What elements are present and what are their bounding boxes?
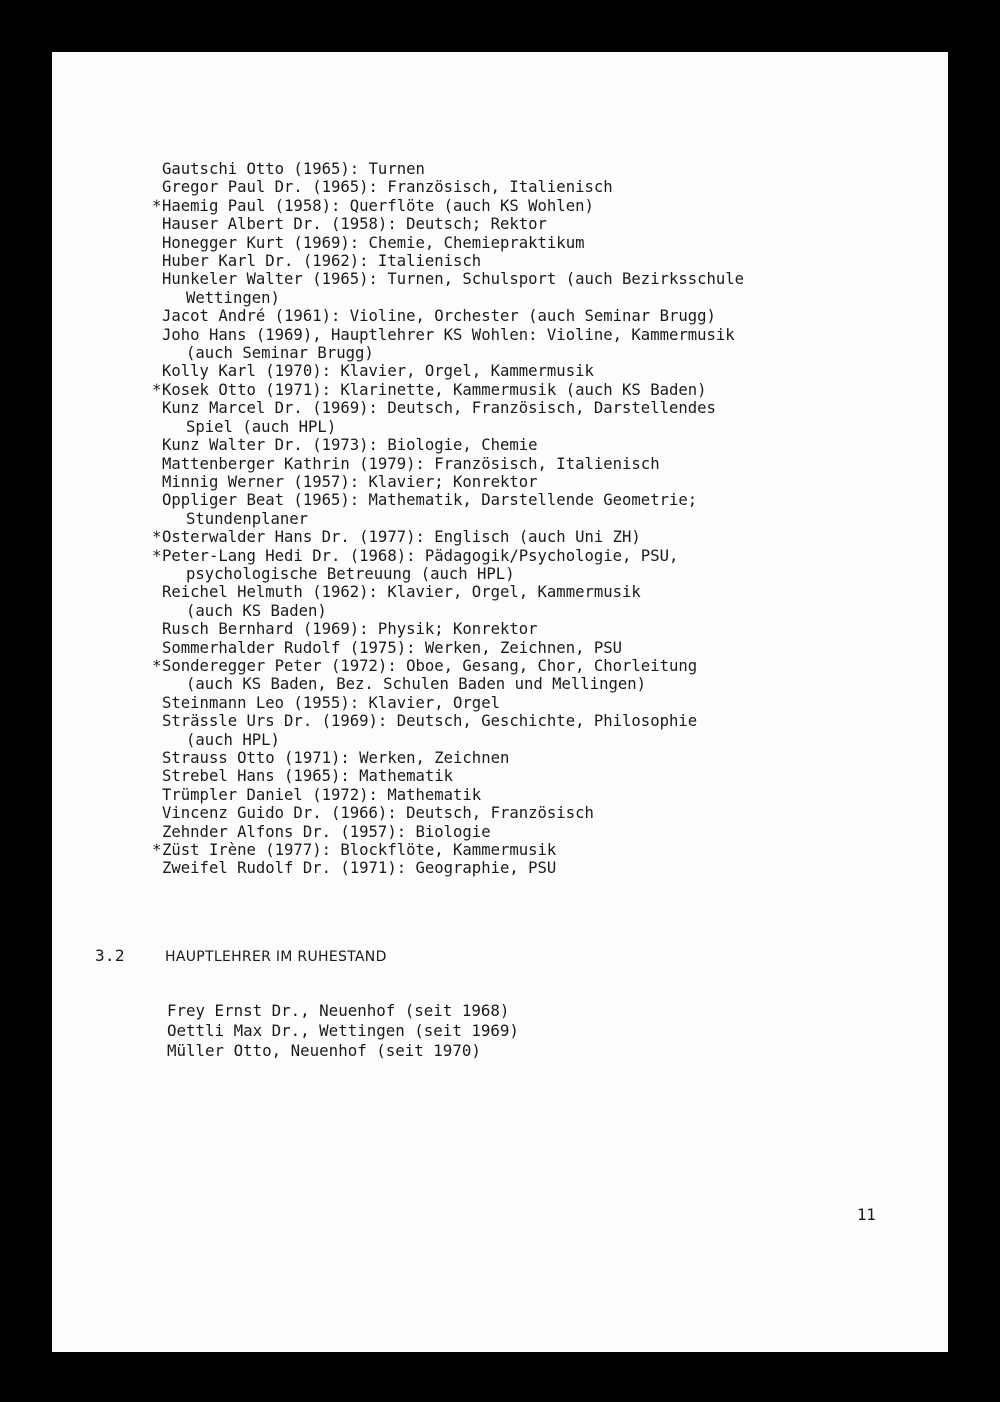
teacher-entry-text: Gautschi Otto (1965): Turnen — [162, 160, 425, 178]
teacher-entry — [162, 823, 744, 841]
teacher-entry-continuation: (auch HPL) — [186, 730, 280, 749]
teacher-entry-text: Minnig Werner (1957): Klavier; Konrektor — [162, 472, 538, 491]
teacher-entry — [162, 473, 744, 491]
teacher-entry-continuation: Spiel (auch HPL) — [186, 417, 337, 436]
retired-teacher-entry: Oettli Max Dr., Wettingen (seit 1969) — [167, 1021, 519, 1040]
teacher-entry — [162, 455, 744, 473]
teacher-entry — [162, 694, 744, 712]
teacher-entry-text: Strebel Hans (1965): Mathematik — [162, 767, 454, 786]
teacher-entry — [162, 326, 744, 363]
teacher-entry — [162, 859, 744, 877]
teacher-entry-continuation: Wettingen) — [186, 288, 280, 307]
teacher-entry-text: Honegger Kurt (1969): Chemie, Chemiepraktikum — [162, 233, 585, 252]
teacher-entry — [162, 749, 744, 767]
section-heading — [95, 946, 387, 965]
teacher-entry-text: Gregor Paul Dr. (1965): Französisch, Italienisch — [162, 178, 613, 197]
teacher-entry-text: Kosek Otto (1971): Klarinette, Kammermusik (auch KS Baden) — [162, 380, 707, 399]
teacher-entry — [162, 362, 744, 380]
teacher-entry-text: Kunz Marcel Dr. (1969): Deutsch, Französisch, Darstellendes — [162, 399, 716, 418]
teacher-entry-text: Zweifel Rudolf Dr. (1971): Geographie, PSU — [162, 859, 557, 878]
teacher-entry-continuation: (auch KS Baden) — [186, 601, 327, 620]
teacher-entry-text: Zehnder Alfons Dr. (1957): Biologie — [162, 822, 491, 841]
teacher-entry-text: Hauser Albert Dr. (1958): Deutsch; Rektor — [162, 215, 547, 234]
document-page — [52, 52, 948, 1352]
teacher-entry — [162, 436, 744, 454]
teacher-entry — [162, 620, 744, 638]
teacher-list — [152, 160, 745, 878]
teacher-entry-text: Trümpler Daniel (1972): Mathematik — [162, 785, 482, 804]
teacher-entry — [162, 491, 744, 528]
teacher-entry-continuation: Stundenplaner — [186, 509, 309, 528]
asterisk-marker: * — [152, 841, 162, 860]
retired-teacher-entry: Frey Ernst Dr., Neuenhof (seit 1968) — [167, 1001, 510, 1020]
teacher-entry — [152, 528, 744, 547]
teacher-entry — [162, 270, 744, 307]
teacher-entry — [152, 196, 744, 215]
teacher-entry-text: Kolly Karl (1970): Klavier, Orgel, Kammermusik — [162, 362, 594, 381]
teacher-entry-text: Oppliger Beat (1965): Mathematik, Darstellende Geometrie; — [162, 491, 698, 510]
teacher-entry-continuation: (auch Seminar Brugg) — [186, 344, 374, 363]
teacher-entry-continuation: (auch KS Baden, Bez. Schulen Baden und Mellingen) — [186, 675, 647, 694]
section-title: HAUPTLEHRER IM RUHESTAND — [165, 949, 387, 965]
teacher-entry — [152, 841, 744, 860]
teacher-entry-text: Hunkeler Walter (1965): Turnen, Schulsport (auch Bezirksschule — [162, 270, 745, 289]
teacher-entry — [162, 786, 744, 804]
retired-teacher-list — [167, 1001, 519, 1061]
teacher-entry-text: Huber Karl Dr. (1962): Italienisch — [162, 252, 482, 271]
teacher-entry-text: Rusch Bernhard (1969): Physik; Konrektor — [162, 620, 538, 639]
teacher-entry-text: Sommerhalder Rudolf (1975): Werken, Zeichnen, PSU — [162, 638, 623, 657]
teacher-entry-text: Mattenberger Kathrin (1979): Französisch, Italienisch — [162, 454, 660, 473]
teacher-entry-text: Vincenz Guido Dr. (1966): Deutsch, Französisch — [162, 804, 594, 823]
teacher-entry-text: Reichel Helmuth (1962): Klavier, Orgel, Kammermusik — [162, 583, 641, 602]
teacher-entry — [152, 546, 744, 584]
teacher-entry-text: Sonderegger Peter (1972): Oboe, Gesang, Chor, Chorleitung — [162, 656, 698, 675]
asterisk-marker: * — [152, 196, 162, 215]
teacher-entry-text: Züst Irène (1977): Blockflöte, Kammermusik — [162, 841, 557, 860]
teacher-entry-text: Jacot André (1961): Violine, Orchester (auch Seminar Brugg) — [162, 307, 716, 326]
teacher-entry — [162, 804, 744, 822]
teacher-entry — [162, 215, 744, 233]
teacher-entry — [162, 583, 744, 620]
teacher-entry-text: Steinmann Leo (1955): Klavier, Orgel — [162, 693, 500, 712]
teacher-entry — [162, 767, 744, 785]
teacher-entry — [162, 639, 744, 657]
teacher-entry — [152, 380, 744, 399]
page-number: 11 — [857, 1206, 876, 1224]
teacher-entry — [162, 234, 744, 252]
teacher-entry — [152, 656, 744, 694]
teacher-entry — [162, 178, 744, 196]
teacher-entry — [162, 712, 744, 749]
asterisk-marker: * — [152, 380, 162, 399]
teacher-entry-text: Strauss Otto (1971): Werken, Zeichnen — [162, 749, 510, 767]
asterisk-marker: * — [152, 528, 162, 547]
teacher-entry-text: Peter-Lang Hedi Dr. (1968): Pädagogik/Psychologie, PSU, — [162, 546, 679, 565]
teacher-entry-text: Strässle Urs Dr. (1969): Deutsch, Geschichte, Philosophie — [162, 712, 698, 731]
teacher-entry — [162, 307, 744, 325]
teacher-entry-continuation: psychologische Betreuung (auch HPL) — [186, 564, 515, 583]
teacher-entry — [162, 160, 744, 178]
teacher-entry — [162, 399, 744, 436]
teacher-entry — [162, 252, 744, 270]
asterisk-marker: * — [152, 546, 162, 565]
section-number: 3.2 — [95, 946, 125, 965]
asterisk-marker: * — [152, 656, 162, 675]
teacher-entry-text: Osterwalder Hans Dr. (1977): Englisch (auch Uni ZH) — [162, 528, 641, 547]
retired-teacher-entry: Müller Otto, Neuenhof (seit 1970) — [167, 1041, 481, 1060]
teacher-entry-text: Joho Hans (1969), Hauptlehrer KS Wohlen: Violine, Kammermusik — [162, 325, 735, 344]
teacher-entry-text: Kunz Walter Dr. (1973): Biologie, Chemie — [162, 436, 538, 455]
teacher-entry-text: Haemig Paul (1958): Querflöte (auch KS Wohlen) — [162, 196, 594, 215]
